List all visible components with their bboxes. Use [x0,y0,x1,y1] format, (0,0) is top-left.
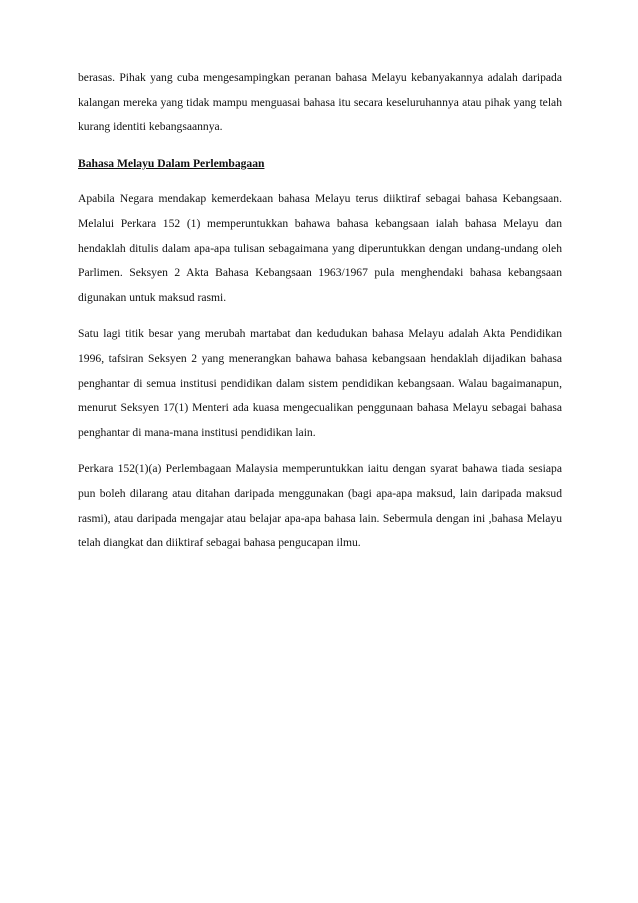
paragraph-constitution: Apabila Negara mendakap kemerdekaan bahasa Melayu terus diiktiraf sebagai bahasa Kebangsaan. Melalui Perkara 152 (1) memperuntukkan bahawa bahasa kebangsaan ialah bahasa Melayu dan hendaklah ditulis dalam apa-apa tulisan sebagaimana yang diperuntukkan dengan undang-undang oleh Parlimen. Seksyen 2 Akta Bahasa Kebangsaan 1963/1967 pula menghendaki bahasa kebangsaan digunakan untuk maksud rasmi. [78,192,562,304]
paragraph-intro: berasas. Pihak yang cuba mengesampingkan peranan bahasa Melayu kebanyakannya adalah daripada kalangan mereka yang tidak mampu menguasai bahasa itu secara keseluruhannya atau pihak yang telah kurang identiti kebangsaannya. [78,71,562,134]
section-heading: Bahasa Melayu Dalam Perlembagaan [78,156,265,170]
paragraph-education-act: Satu lagi titik besar yang merubah martabat dan kedudukan bahasa Melayu adalah Akta Pendidikan 1996, tafsiran Seksyen 2 yang menerangkan bahawa bahasa kebangsaan hendaklah dijadikan bahasa penghantar di semua institusi pendidikan dalam sistem pendidikan kebangsaan. Walau bagaimanapun, menurut Seksyen 17(1) Menteri ada kuasa mengecualikan penggunaan bahasa Melayu sebagai bahasa penghantar di mana-mana institusi pendidikan lain. [78,327,562,439]
paragraph-article-152: Perkara 152(1)(a) Perlembagaan Malaysia memperuntukkan iaitu dengan syarat bahawa tiada sesiapa pun boleh dilarang atau ditahan daripada menggunakan (bagi apa-apa maksud, lain daripada maksud rasmi), atau daripada mengajar atau belajar apa-apa bahasa lain. Sebermula dengan ini ,bahasa Melayu telah diangkat dan diiktiraf sebagai bahasa pengucapan ilmu. [78,462,562,550]
document-page [78,66,562,568]
